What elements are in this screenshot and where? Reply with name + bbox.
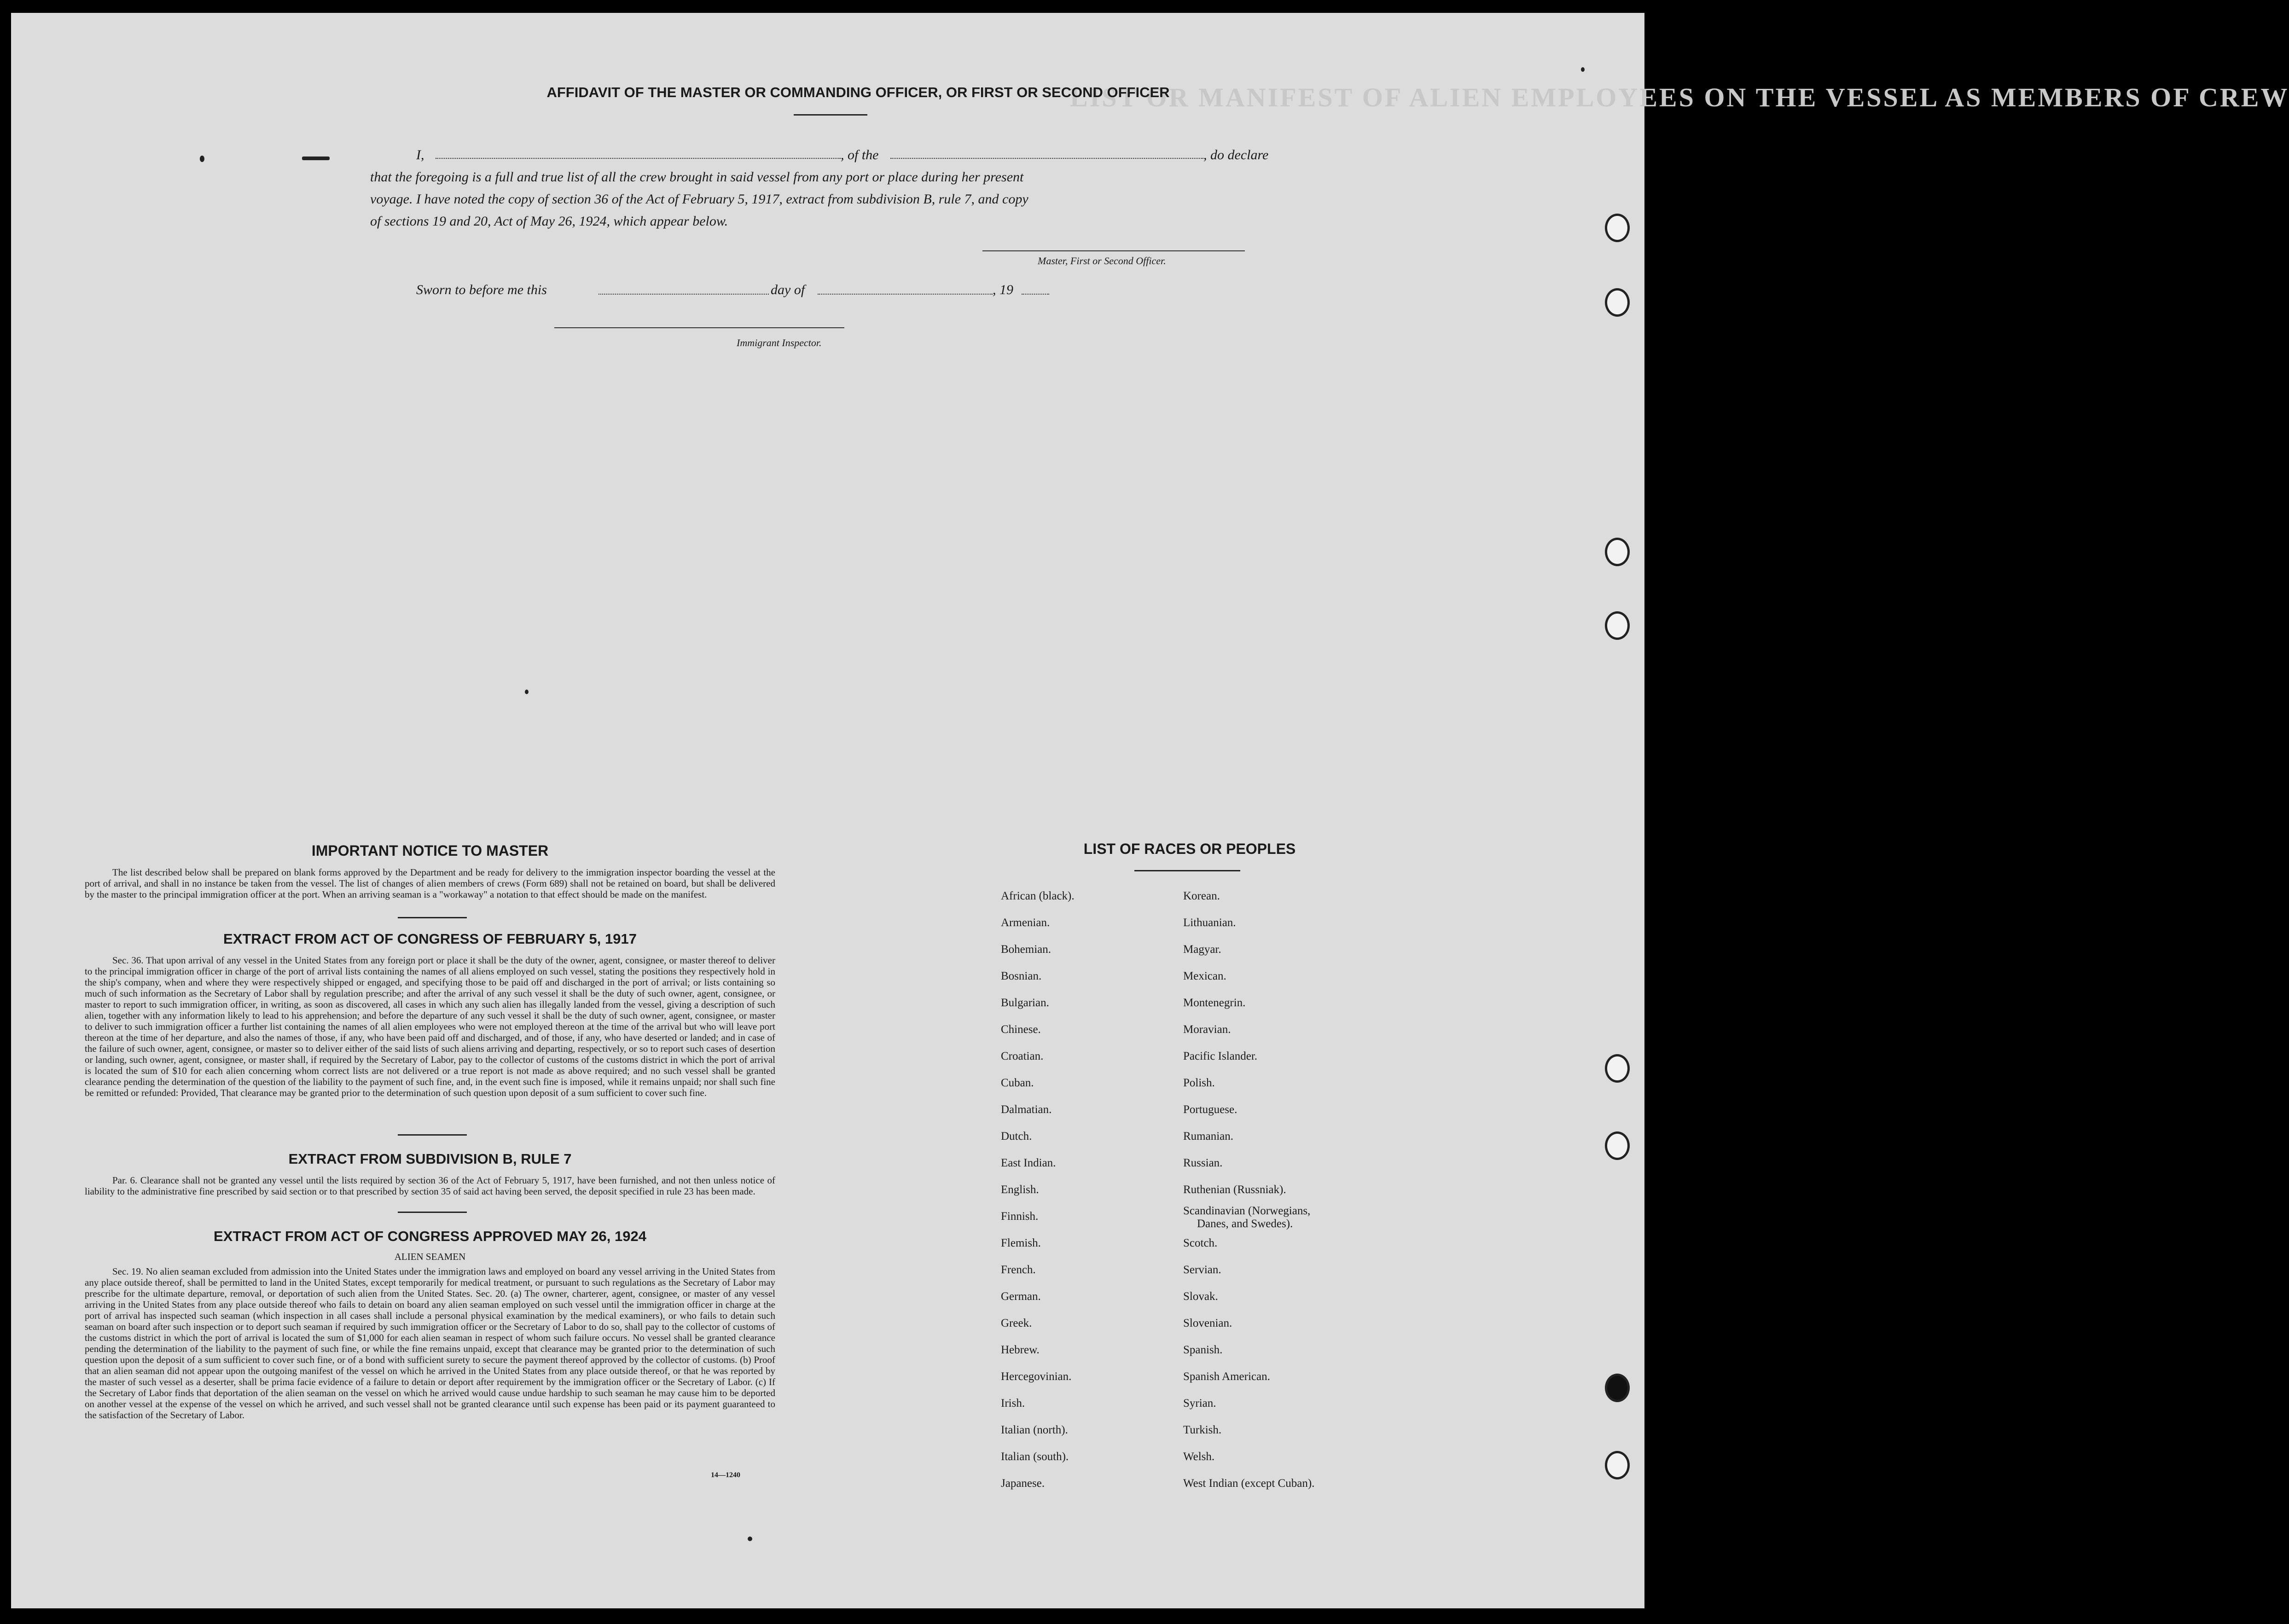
race-item: Finnish. [1001, 1210, 1039, 1223]
sworn-mid: day of [771, 282, 805, 297]
race-item: Armenian. [1001, 916, 1050, 929]
document-sheet [11, 13, 2289, 1608]
section-rule [398, 1134, 467, 1136]
name-field[interactable] [436, 158, 841, 159]
ink-speck [748, 1537, 752, 1541]
punch-hole [1605, 1131, 1630, 1160]
punch-hole [1605, 214, 1630, 242]
race-item: Cuban. [1001, 1077, 1034, 1089]
sworn-year-field[interactable] [1022, 294, 1049, 295]
race-item: Hercegovinian. [1001, 1370, 1072, 1383]
race-item: Scotch. [1183, 1237, 1218, 1249]
extract1917-heading: EXTRACT FROM ACT OF CONGRESS OF FEBRUARY 5, 1917 [223, 931, 637, 947]
race-item: Flemish. [1001, 1237, 1041, 1249]
race-item: French. [1001, 1264, 1036, 1276]
race-item: Russian. [1183, 1157, 1223, 1169]
affidavit-line1-end: , do declare [1203, 147, 1269, 162]
affidavit-heading: AFFIDAVIT OF THE MASTER OR COMMANDING OFFICER, OR FIRST OR SECOND OFFICER [546, 84, 1170, 100]
race-item: Bosnian. [1001, 970, 1042, 982]
sworn-month-field[interactable] [818, 294, 993, 295]
extractRule7-text: Par. 6. Clearance shall not be granted any vessel until the lists required by section 36 of the Act of February 5, 1917, have been furnished, and not then unless notice of liability to the administrative fine prescribed by said section or to that prescribed by section 35 of said act having been served, the deposit specified in rule 23 has been made. [85, 1175, 775, 1197]
affidavit-line4: of sections 19 and 20, Act of May 26, 1924, which appear below. [370, 214, 728, 229]
ink-speck [1581, 67, 1585, 72]
race-item: Rumanian. [1183, 1130, 1234, 1143]
notice-heading: IMPORTANT NOTICE TO MASTER [311, 842, 549, 859]
race-item: Chinese. [1001, 1023, 1041, 1036]
race-item: Slovak. [1183, 1290, 1218, 1303]
sworn-end: , 19 [993, 282, 1013, 297]
master-signature-field[interactable] [982, 250, 1245, 251]
inspector-signature-field[interactable] [554, 327, 844, 328]
race-item: Turkish. [1183, 1424, 1222, 1436]
extract1917-text: Sec. 36. That upon arrival of any vessel in the United States from any foreign port or place it shall be the duty of the owner, agent, consignee, or master thereof to deliver to the principal immigration officer in charge of the port of arrival lists containing the names of all aliens employed on such vessel, stating the positions they respectively hold in the ship's company, when and where they were respectively shipped or engaged, and specifying those to be paid off and discharged in the port of arrival; or lists containing so much of such information as the Secretary of Labor shall by regulation prescribe; and after the arrival of any such vessel it shall be the duty of such owner, agent, consignee, or master to report to such immigration officer, in writing, as soon as discovered, all cases in which any such alien has illegally landed from the vessel, giving a description of such alien, together with any information likely to lead to his apprehension; and before the departure of any such vessel it shall be the duty of such owner, agent, consignee, or master to deliver to such immigration officer a further list containing the names of all alien employees who were not employed thereon at the time of the arrival but who will leave port thereon at the time of her departure, and also the names of those, if any, who have been paid off and discharged, and of those, if any, who have deserted or landed; and in case of the failure of such owner, agent, consignee, or master so to deliver either of the said lists of such aliens arriving and departing, respectively, or so to report such cases of desertion or landing, such owner, agent, consignee, or master shall, if required by the Secretary of Labor, pay to the collector of customs of the customs district in which the port of arrival is located the sum of $10 for each alien concerning whom correct lists are not delivered or a true report is not made as above required; and no such vessel shall be granted clearance pending the determination of the question of the liability to the payment of such fine, and, in the event such fine is imposed, while it remains unpaid; nor shall such fine be remitted or refunded: Provided, That clearance may be granted prior to the determination of such question upon deposit of a sum sufficient to cover such fine. [85, 955, 775, 1098]
ink-speck [302, 157, 330, 160]
section-rule [398, 917, 467, 918]
punch-hole [1605, 1374, 1630, 1402]
punch-hole [1605, 288, 1630, 317]
race-item: Welsh. [1183, 1450, 1215, 1463]
race-item: Servian. [1183, 1264, 1221, 1276]
race-item: Ruthenian (Russniak). [1183, 1183, 1286, 1196]
extract1924-text: Sec. 19. No alien seaman excluded from admission into the United States under the immigration laws and employed on board any vessel arriving in the United States from any place outside thereof, shall be permitted to land in the United States, except temporarily for medical treatment, or pursuant to such regulations as the Secretary of Labor may prescribe for the ultimate departure, removal, or deportation of such alien from the United States. Sec. 20. (a) The owner, charterer, agent, consignee, or master of any vessel arriving in the United States from any place outside thereof who fails to detain on board any alien seaman employed on such vessel until the immigration officer in charge at the port of arrival has inspected such seaman (which inspection in all cases shall include a personal physical examination by the medical examiners), or who fails to detain such seaman on board after such inspection or to deport such seaman if required by such immigration officer or the Secretary of Labor to do so, shall pay to the collector of customs of the customs district in which the port of arrival is located the sum of $1,000 for each alien seaman in respect of whom such failure occurs. No vessel shall be granted clearance pending the determination of the liability to the payment of such fine, or while the fine remains unpaid, except that clearance may be granted prior to the determination of such question upon the deposit of a sum sufficient to cover such fine, or of a bond with sufficient surety to secure the payment thereof approved by the collector of customs. (b) Proof that an alien seaman did not appear upon the outgoing manifest of the vessel on which he arrived in the United States from any place outside thereof, or that he was reported by the master of such vessel as a deserter, shall be prima facie evidence of a failure to detain or deport after requirement by the immigration officer or the Secretary of Labor. (c) If the Secretary of Labor finds that deportation of the alien seaman on the vessel on which he arrived would cause undue hardship to such seaman he may cause him to be deported on another vessel at the expense of the vessel on which he arrived, and such vessel shall not be granted clearance until such expense has been paid or its payment guaranteed to the satisfaction of the Secretary of Labor. [85, 1266, 775, 1421]
punch-hole [1605, 538, 1630, 566]
race-item: Japanese. [1001, 1477, 1045, 1490]
race-item: Magyar. [1183, 943, 1221, 956]
race-item: Spanish American. [1183, 1370, 1270, 1383]
race-item: East Indian. [1001, 1157, 1056, 1169]
race-item: Dalmatian. [1001, 1103, 1052, 1116]
race-item: Pacific Islander. [1183, 1050, 1258, 1062]
race-item: Scandinavian (Norwegians, [1183, 1205, 1311, 1217]
race-item: Bulgarian. [1001, 997, 1049, 1009]
race-item: Croatian. [1001, 1050, 1044, 1062]
race-item: Hebrew. [1001, 1344, 1040, 1356]
race-item: African (black). [1001, 890, 1075, 902]
race-item: Korean. [1183, 890, 1220, 902]
punch-hole [1605, 1054, 1630, 1083]
race-item: Spanish. [1183, 1344, 1223, 1356]
extract1924-heading: EXTRACT FROM ACT OF CONGRESS APPROVED MAY 26, 1924 [214, 1228, 646, 1244]
affidavit-line1-pre: I, [416, 147, 424, 162]
sworn-day-field[interactable] [598, 294, 769, 295]
race-item: Syrian. [1183, 1397, 1216, 1409]
race-item: Montenegrin. [1183, 997, 1246, 1009]
race-item: German. [1001, 1290, 1041, 1303]
vessel-field[interactable] [890, 158, 1203, 159]
races-heading-rule [1134, 870, 1240, 871]
sworn-pre: Sworn to before me this [416, 282, 547, 297]
extractRule7-heading: EXTRACT FROM SUBDIVISION B, RULE 7 [288, 1151, 572, 1167]
race-item-continuation: Danes, and Swedes). [1197, 1218, 1293, 1230]
punch-hole [1605, 611, 1630, 640]
race-item: Slovenian. [1183, 1317, 1232, 1329]
race-item: Dutch. [1001, 1130, 1032, 1143]
ink-speck [200, 156, 204, 162]
notice-text: The list described below shall be prepared on blank forms approved by the Department and be ready for delivery to the immigration inspector boarding the vessel at the port of arrival, and shall in no instance be taken from the vessel. The list of changes of alien members of crews (Form 689) shall not be retained on board, but shall be delivered by the master to the principal immigration officer at the port. When an arriving seaman is a "workaway" a notation to that effect should be made on the manifest. [85, 867, 775, 900]
race-item: Italian (south). [1001, 1450, 1069, 1463]
race-item: Irish. [1001, 1397, 1025, 1409]
affidavit-line1-mid: , of the [841, 147, 879, 162]
race-item: English. [1001, 1183, 1039, 1196]
master-caption: Master, First or Second Officer. [1038, 255, 1166, 267]
affidavit-line2: that the foregoing is a full and true list of all the crew brought in said vessel from any port or place during her present [370, 169, 1024, 185]
bleedthrough-heading: LIST OR MANIFEST OF ALIEN EMPLOYEES ON THE VESSEL AS MEMBERS OF CREW [1070, 82, 2289, 112]
punch-hole [1605, 1451, 1630, 1479]
inspector-caption: Immigrant Inspector. [737, 337, 822, 348]
ink-speck [525, 690, 529, 694]
race-item: Polish. [1183, 1077, 1215, 1089]
race-item: Bohemian. [1001, 943, 1052, 956]
race-item: Italian (north). [1001, 1424, 1068, 1436]
races-heading: LIST OF RACES OR PEOPLES [1083, 841, 1296, 857]
section-rule [398, 1212, 467, 1213]
affidavit-heading-rule [794, 114, 867, 116]
race-item: Lithuanian. [1183, 916, 1236, 929]
race-item: Portuguese. [1183, 1103, 1237, 1116]
affidavit-line3: voyage. I have noted the copy of section 36 of the Act of February 5, 1917, extract from subdivision B, rule 7, and copy [370, 191, 1028, 207]
form-number: 14—1240 [711, 1471, 740, 1479]
extract1924-subheading: ALIEN SEAMEN [394, 1251, 466, 1262]
race-item: Greek. [1001, 1317, 1032, 1329]
race-item: West Indian (except Cuban). [1183, 1477, 1315, 1490]
race-item: Mexican. [1183, 970, 1226, 982]
race-item: Moravian. [1183, 1023, 1231, 1036]
